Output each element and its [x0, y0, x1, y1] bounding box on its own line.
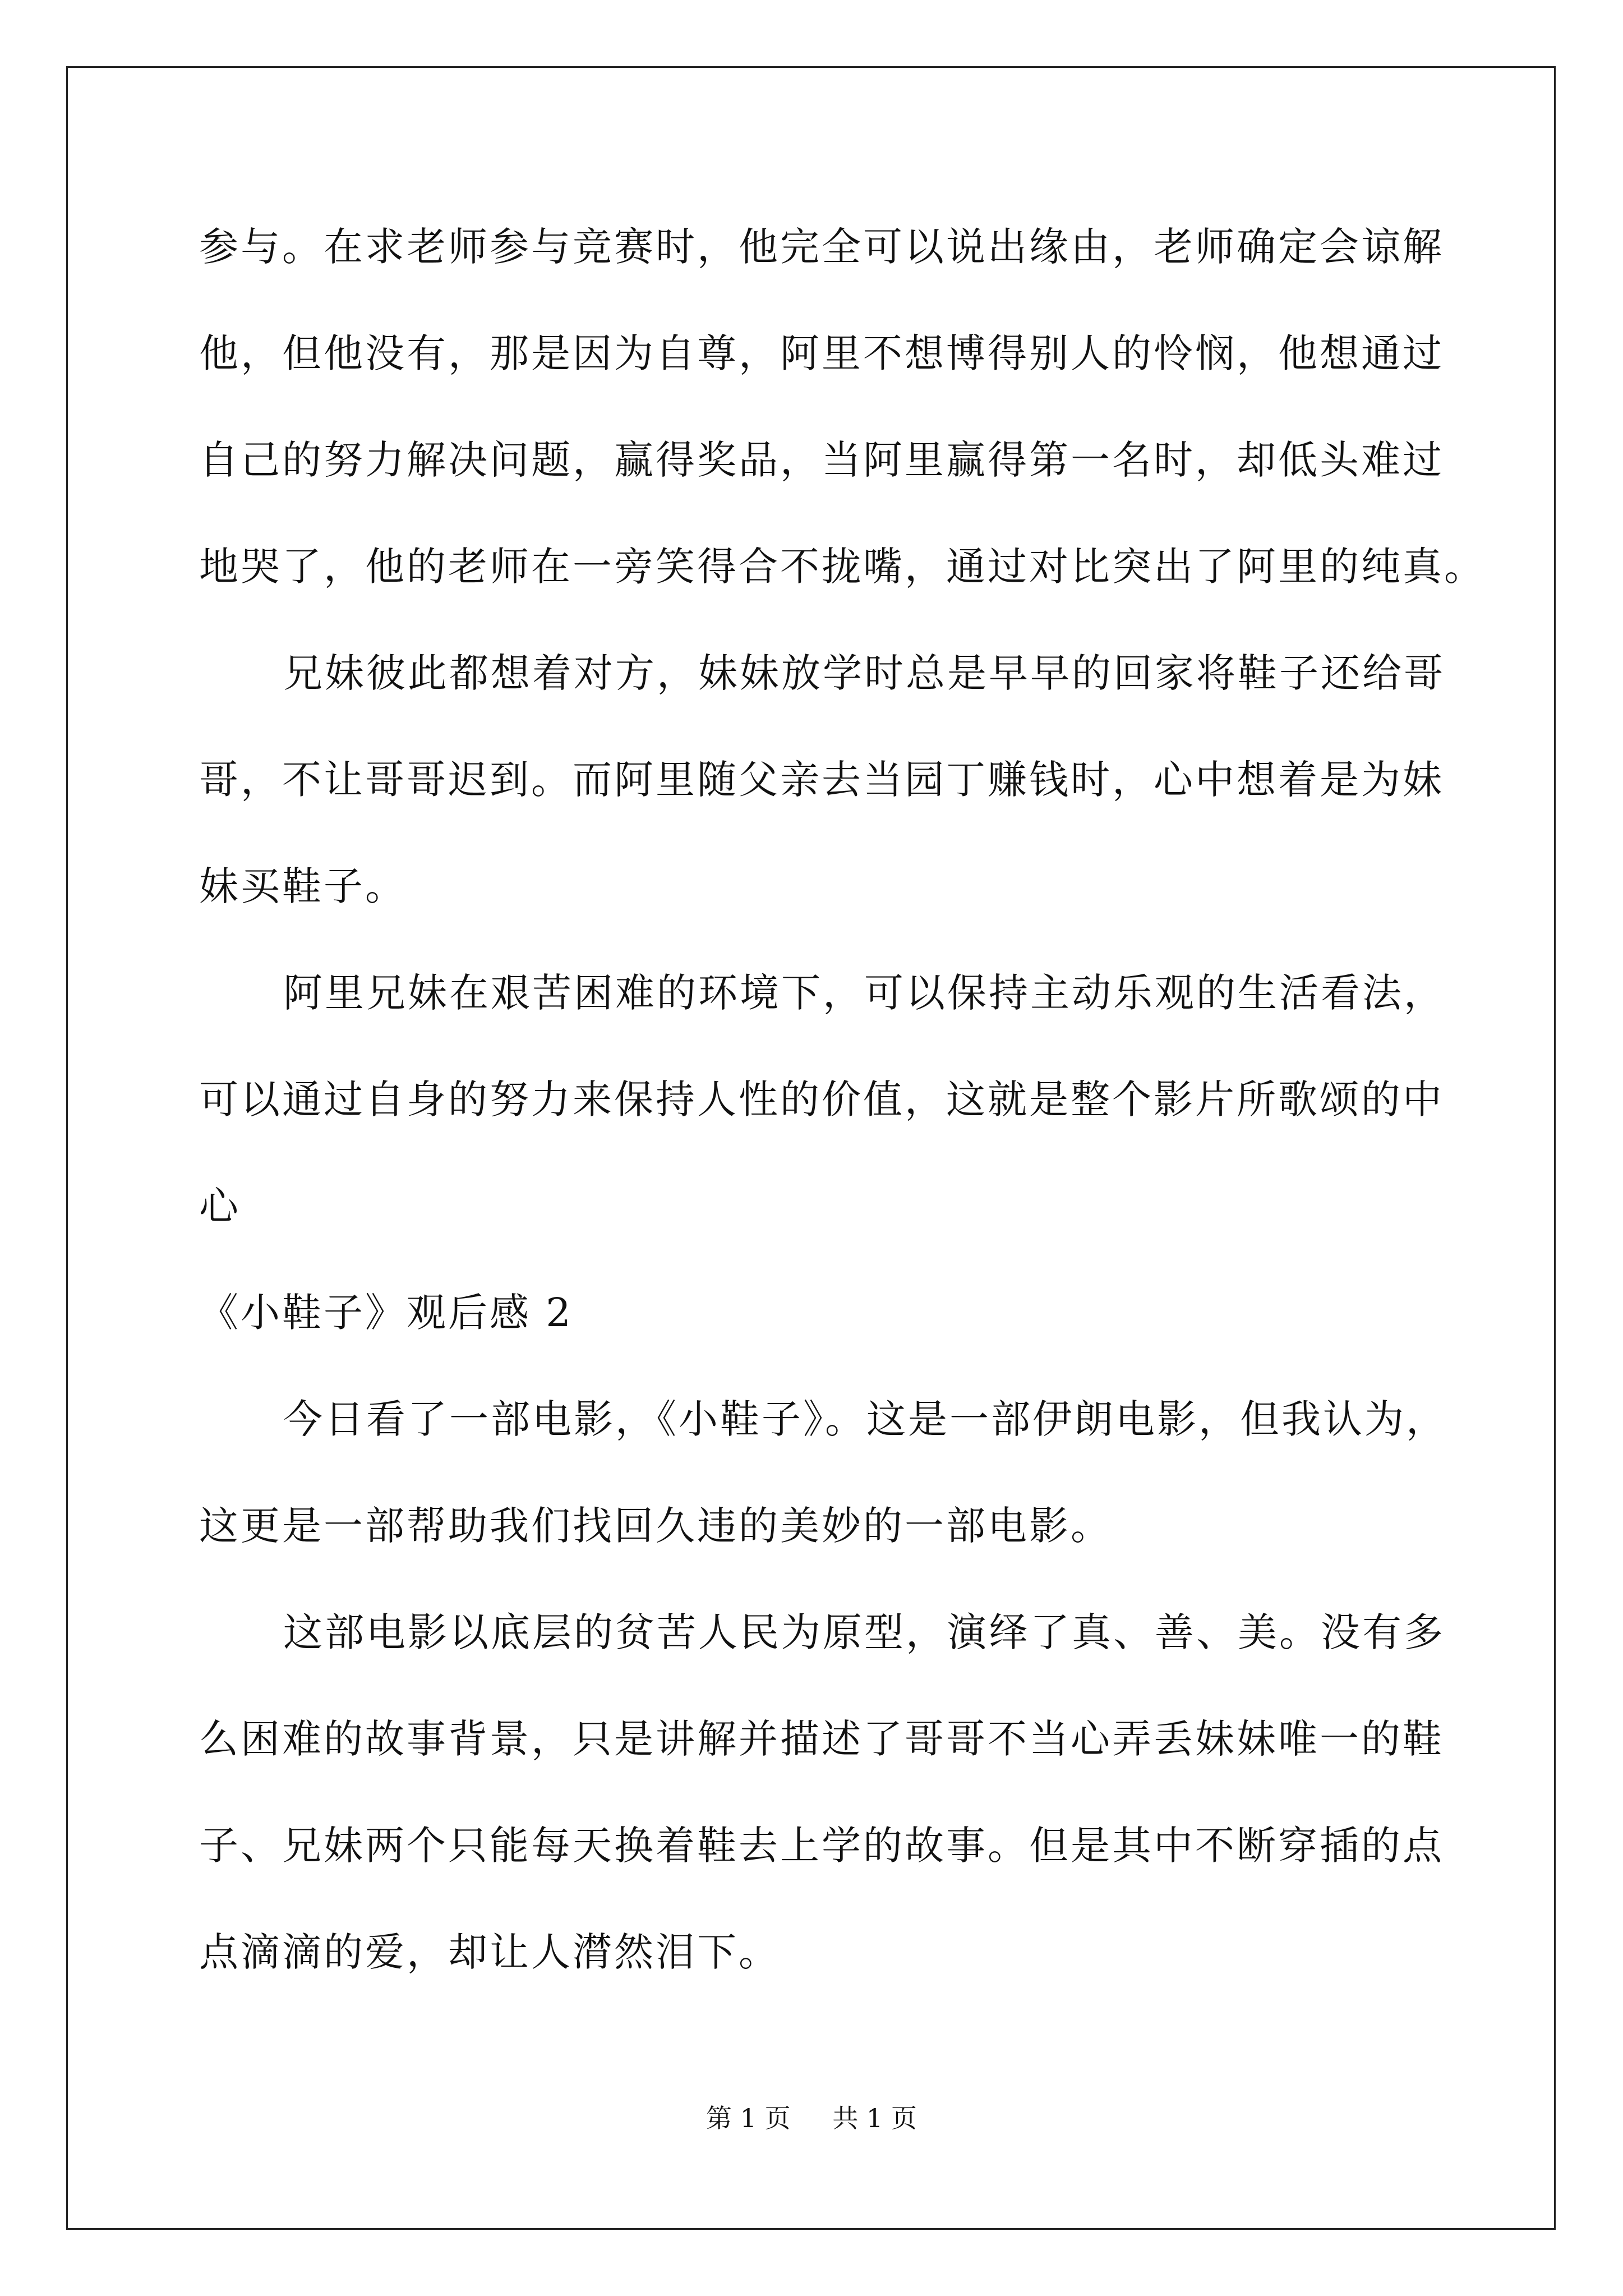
text-line: 阿里兄妹在艰苦困难的环境下，可以保持主动乐观的生活看法， — [283, 970, 1445, 1016]
text-line: 点滴滴的爱，却让人潸然泪下。 — [199, 1929, 780, 1975]
text-line: 参与。在求老师参与竞赛时，他完全可以说出缘由，老师确定会谅解 — [199, 224, 1444, 270]
text-line: 这部电影以底层的贫苦人民为原型，演绎了真、善、美。没有多 — [283, 1609, 1445, 1655]
text-line: 这更是一部帮助我们找回久违的美妙的一部电影。 — [199, 1503, 1112, 1549]
page-number: 第 1 页 — [706, 2103, 791, 2133]
paragraph — [199, 620, 1445, 940]
page-total: 共 1 页 — [832, 2103, 917, 2133]
paragraph — [199, 1579, 1445, 2005]
text-line: 子、兄妹两个只能每天换着鞋去上学的故事。但是其中不断穿插的点 — [199, 1823, 1444, 1869]
section-heading: 《小鞋子》观后感 2 — [199, 1290, 573, 1336]
paragraph — [199, 940, 1445, 1259]
text-line: 自己的努力解决问题，赢得奖品，当阿里赢得第一名时，却低头难过 — [199, 437, 1444, 483]
document-body — [199, 194, 1486, 2005]
text-line: 可以通过自身的努力来保持人性的价值，这就是整个影片所歌颂的中 — [199, 1076, 1444, 1122]
text-line: 妹买鞋子。 — [199, 863, 407, 909]
text-line: 么困难的故事背景，只是讲解并描述了哥哥不当心弄丢妹妹唯一的鞋 — [199, 1716, 1444, 1762]
text-line: 哥，不让哥哥迟到。而阿里随父亲去当园丁赚钱时，心中想着是为妹 — [199, 757, 1444, 803]
page-footer — [0, 2098, 1623, 2135]
text-line: 兄妹彼此都想着对方，妹妹放学时总是早早的回家将鞋子还给哥 — [283, 650, 1445, 696]
text-line: 他，但他没有，那是因为自尊，阿里不想博得别人的怜悯，他想通过 — [199, 330, 1444, 376]
text-line: 心 — [199, 1183, 241, 1229]
paragraph — [199, 1366, 1447, 1579]
paragraph — [199, 194, 1486, 620]
text-line: 今日看了一部电影，《小鞋子》。这是一部伊朗电影，但我认为， — [283, 1396, 1447, 1442]
text-line: 地哭了，他的老师在一旁笑得合不拢嘴，通过对比突出了阿里的纯真。 — [199, 544, 1486, 590]
